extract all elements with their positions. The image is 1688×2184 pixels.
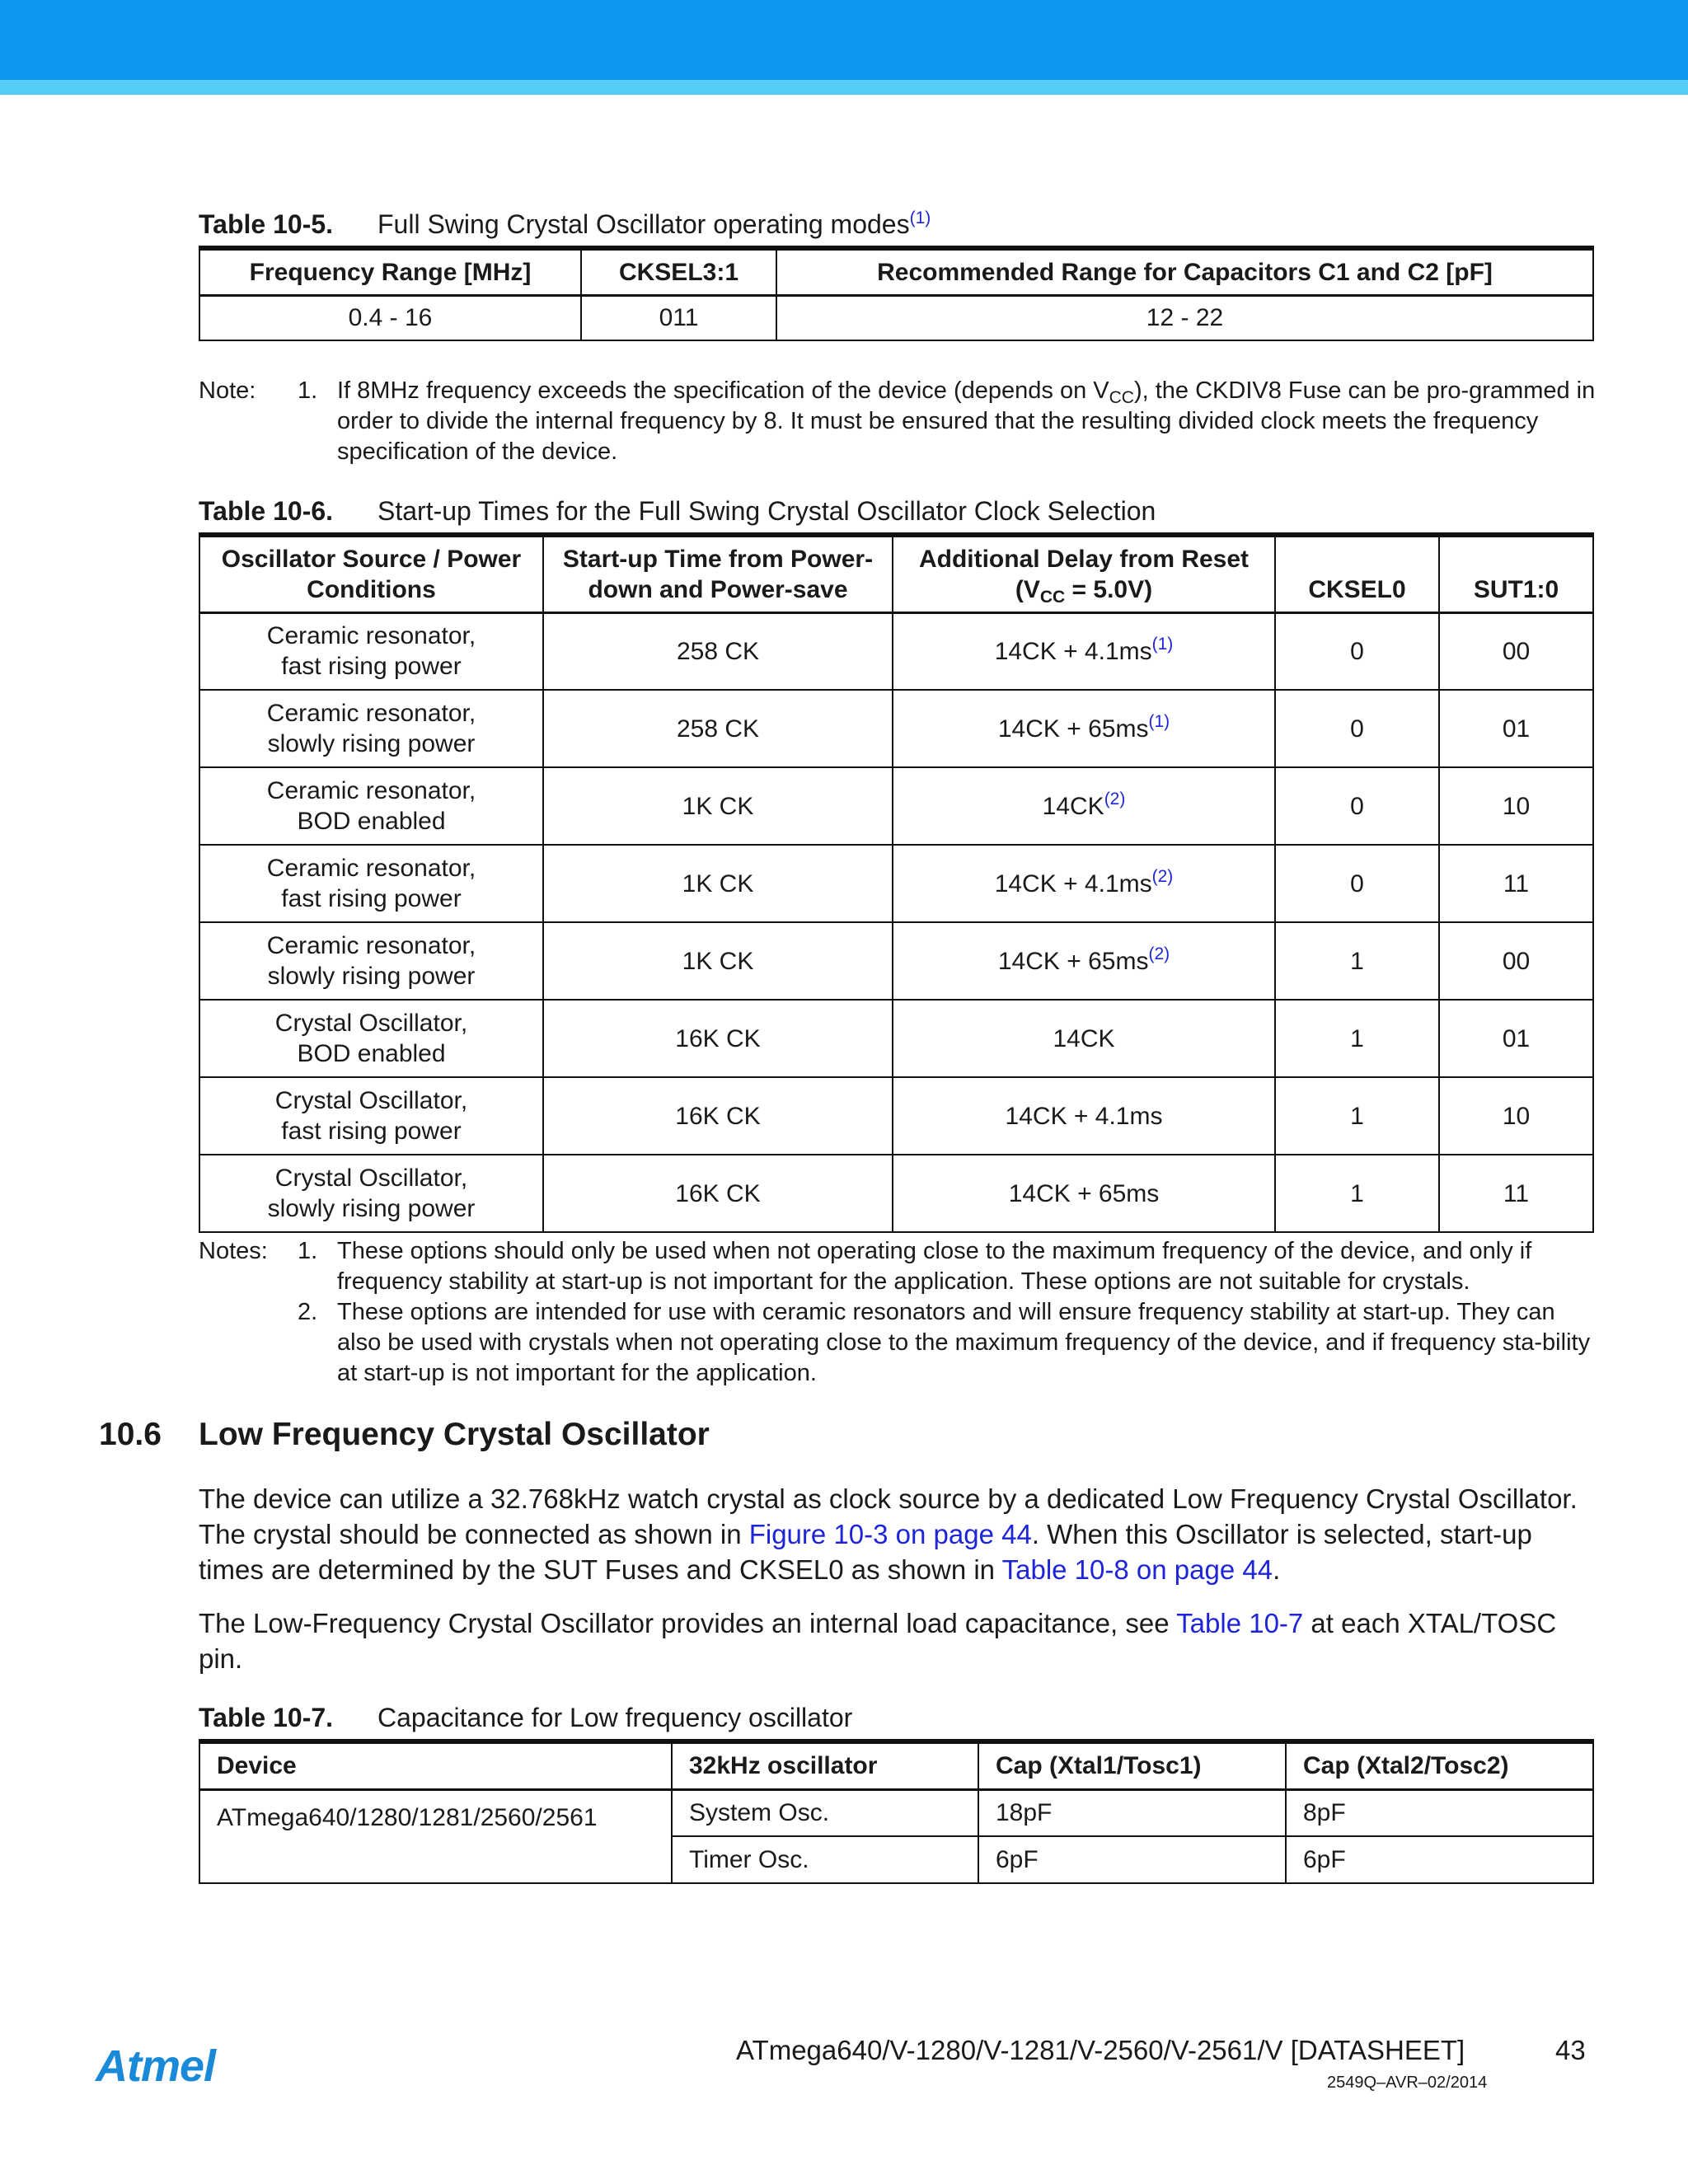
column-header: Oscillator Source / Power Conditions [199, 535, 543, 612]
table-cell: 6pF [978, 1836, 1286, 1883]
header-text-pre: Additional Delay from Reset (V [918, 545, 1250, 603]
column-header: CKSEL0 [1275, 535, 1439, 612]
table-row [199, 690, 1593, 767]
table-row [199, 922, 1593, 1000]
startup-cell: 258 CK [543, 612, 893, 690]
figure-link[interactable]: Figure 10-3 on page 44 [748, 1519, 1032, 1549]
cksel0-cell: 1 [1275, 922, 1439, 1000]
source-line-2: slowly rising power [267, 963, 476, 990]
source-cell [199, 1155, 543, 1232]
delay-text: 14CK [1053, 1024, 1115, 1052]
footnote-ref-link[interactable]: (1) [1148, 711, 1170, 731]
table-10-5-note [199, 376, 1600, 467]
paragraph-text: . When this Oscillator is selected, start-up times are determined by the SUT Fuses and CKSEL0 as shown in [199, 1519, 1532, 1585]
delay-text: 14CK [1042, 792, 1104, 820]
delay-cell [893, 1077, 1275, 1155]
table-cell: System Osc. [672, 1789, 978, 1836]
column-header [893, 535, 1275, 612]
table-10-6 [199, 532, 1594, 1233]
delay-text: 14CK + 4.1ms [994, 869, 1152, 898]
table-caption-text: Full Swing Crystal Oscillator operating modes [377, 209, 910, 239]
source-line-2: slowly rising power [267, 1195, 476, 1222]
table-row [199, 1000, 1593, 1077]
table-caption-text: Capacitance for Low frequency oscillator [377, 1703, 853, 1732]
startup-cell: 1K CK [543, 845, 893, 922]
note-subscript: CC [1109, 388, 1134, 407]
sut-cell: 11 [1439, 845, 1593, 922]
footnote-ref-link[interactable]: (1) [909, 209, 931, 227]
note-text-pre: If 8MHz frequency exceeds the specification of the device (depends on V [337, 377, 1109, 404]
delay-text: 14CK + 4.1ms [994, 637, 1152, 665]
cksel0-cell: 1 [1275, 1000, 1439, 1077]
sut-cell: 01 [1439, 1000, 1593, 1077]
footnote-ref-link[interactable]: (1) [1151, 634, 1174, 654]
startup-cell: 1K CK [543, 767, 893, 845]
table-row [199, 1077, 1593, 1155]
delay-text: 14CK + 65ms [1008, 1179, 1160, 1207]
source-line-1: Ceramic resonator, [266, 700, 476, 727]
column-header: Cap (Xtal2/Tosc2) [1286, 1741, 1593, 1789]
table-caption-number: Table 10-7. [199, 1703, 334, 1732]
footnote-ref-link[interactable]: (2) [1104, 789, 1126, 808]
note-text: These options should only be used when not operating close to the maximum frequency of the device, and only if frequency stability at start-up is not important for the application. These options are not suitable for crystals. [337, 1238, 1532, 1295]
sut-cell: 10 [1439, 1077, 1593, 1155]
column-header: Device [199, 1741, 672, 1789]
note-item [199, 1236, 1600, 1297]
table-10-5-caption [199, 208, 931, 241]
table-10-5 [199, 246, 1594, 341]
source-line-1: Crystal Oscillator, [274, 1087, 468, 1114]
cksel0-cell: 0 [1275, 612, 1439, 690]
source-line-2: fast rising power [281, 885, 462, 912]
delay-cell [893, 767, 1275, 845]
delay-cell [893, 1000, 1275, 1077]
column-header: Frequency Range [MHz] [199, 248, 581, 295]
table-row [199, 1789, 1593, 1836]
note-text: These options are intended for use with ceramic resonators and will ensure frequency stability at start-up. They can also be used with crystals when not operating close to the maximum frequency of the device, and if frequency sta-bility at start-up is not important for the application. [337, 1299, 1591, 1386]
source-cell [199, 690, 543, 767]
delay-text: 14CK + 65ms [997, 947, 1149, 975]
note-number: 2. [298, 1299, 318, 1325]
source-line-1: Crystal Oscillator, [274, 1165, 468, 1192]
cksel0-cell: 1 [1275, 1077, 1439, 1155]
table-cell: 0.4 - 16 [199, 295, 581, 340]
table-cell: 6pF [1286, 1836, 1593, 1883]
section-number: 10.6 [99, 1417, 162, 1452]
cksel0-cell: 0 [1275, 690, 1439, 767]
table-cell: 12 - 22 [776, 295, 1593, 340]
delay-cell [893, 690, 1275, 767]
sut-cell: 01 [1439, 690, 1593, 767]
table-10-6-notes [199, 1236, 1600, 1389]
header-strip [0, 80, 1688, 95]
startup-cell: 1K CK [543, 922, 893, 1000]
paragraph [199, 1481, 1600, 1587]
cksel0-cell: 0 [1275, 845, 1439, 922]
startup-cell: 258 CK [543, 690, 893, 767]
note-label: Note: [199, 377, 256, 404]
note-number: 1. [298, 1238, 318, 1264]
note-number: 1. [298, 377, 318, 404]
startup-cell: 16K CK [543, 1000, 893, 1077]
source-cell [199, 767, 543, 845]
source-line-2: fast rising power [281, 1118, 462, 1145]
delay-cell [893, 612, 1275, 690]
paragraph-text: The Low-Frequency Crystal Oscillator provides an internal load capacitance, see [199, 1608, 1177, 1638]
note-item [199, 376, 1600, 467]
source-line-2: fast rising power [281, 653, 462, 681]
table-cell: 011 [581, 295, 776, 340]
table-cell: Timer Osc. [672, 1836, 978, 1883]
source-cell [199, 922, 543, 1000]
column-header: 32kHz oscillator [672, 1741, 978, 1789]
source-line-1: Ceramic resonator, [266, 855, 476, 882]
source-cell [199, 1000, 543, 1077]
table-cell: 8pF [1286, 1789, 1593, 1836]
table-row [199, 845, 1593, 922]
source-cell [199, 845, 543, 922]
paragraph [199, 1605, 1600, 1676]
source-line-1: Ceramic resonator, [266, 932, 476, 959]
device-cell: ATmega640/1280/1281/2560/2561 [199, 1789, 672, 1883]
table-row [199, 612, 1593, 690]
table-caption-number: Table 10-5. [199, 209, 334, 239]
source-line-1: Crystal Oscillator, [274, 1010, 468, 1037]
table-caption-text: Start-up Times for the Full Swing Crystal Oscillator Clock Selection [377, 496, 1156, 526]
column-header: Cap (Xtal1/Tosc1) [978, 1741, 1286, 1789]
footnote-ref-link[interactable]: (2) [1148, 944, 1170, 963]
column-header: Start-up Time from Power-down and Power-save [543, 535, 893, 612]
delay-text: 14CK + 4.1ms [1005, 1102, 1163, 1130]
delay-text: 14CK + 65ms [997, 715, 1149, 743]
page-number: 43 [1555, 2035, 1586, 2065]
sut-cell: 00 [1439, 612, 1593, 690]
header-subscript: CC [1039, 587, 1066, 607]
footnote-ref-link[interactable]: (2) [1151, 866, 1174, 886]
table-link[interactable]: Table 10-7 [1176, 1608, 1304, 1638]
section-title: Low Frequency Crystal Oscillator [199, 1417, 710, 1452]
atmel-logo: Atmel [96, 2041, 216, 2091]
source-line-1: Ceramic resonator, [266, 622, 476, 650]
column-header: Recommended Range for Capacitors C1 and C2 [pF] [776, 248, 1593, 295]
startup-cell: 16K CK [543, 1077, 893, 1155]
paragraph-text: at each XTAL/TOSC pin. [199, 1608, 1557, 1674]
document-code: 2549Q–AVR–02/2014 [1327, 2074, 1488, 2092]
table-10-7-caption [199, 1701, 852, 1734]
cksel0-cell: 0 [1275, 767, 1439, 845]
note-text-post: ), the CKDIV8 Fuse can be pro-grammed in order to divide the internal frequency by 8. It must be ensured that the resulting divided clock meets the frequency specification of the device. [337, 377, 1596, 465]
header-bar [0, 0, 1688, 80]
delay-cell [893, 1155, 1275, 1232]
header-text-post: = 5.0V) [1065, 575, 1153, 603]
source-line-2: BOD enabled [297, 808, 446, 835]
note-item [199, 1297, 1600, 1389]
table-row [199, 767, 1593, 845]
column-header: SUT1:0 [1439, 535, 1593, 612]
table-10-7 [199, 1739, 1594, 1884]
sut-cell: 10 [1439, 767, 1593, 845]
table-cell: 18pF [978, 1789, 1286, 1836]
column-header: CKSEL3:1 [581, 248, 776, 295]
paragraph-text: . [1273, 1554, 1281, 1585]
source-cell [199, 1077, 543, 1155]
sut-cell: 00 [1439, 922, 1593, 1000]
paragraph-text: The device can utilize a 32.768kHz watch crystal as clock source by a dedicated Low Frequency Crystal Oscillator. The crystal should be connected as shown in [199, 1483, 1578, 1549]
startup-cell: 16K CK [543, 1155, 893, 1232]
table-10-6-caption [199, 494, 1156, 527]
sut-cell: 11 [1439, 1155, 1593, 1232]
source-line-2: BOD enabled [297, 1040, 446, 1067]
source-line-2: slowly rising power [267, 730, 476, 757]
footer-title: ATmega640/V-1280/V-1281/V-2560/V-2561/V [DATASHEET] [736, 2035, 1465, 2065]
delay-cell [893, 922, 1275, 1000]
table-row [199, 1155, 1593, 1232]
table-link[interactable]: Table 10-8 on page 44 [1001, 1554, 1273, 1585]
cksel0-cell: 1 [1275, 1155, 1439, 1232]
table-caption-number: Table 10-6. [199, 496, 334, 526]
notes-label: Notes: [199, 1238, 268, 1264]
delay-cell [893, 845, 1275, 922]
source-cell [199, 612, 543, 690]
table-row [199, 295, 1593, 340]
source-line-1: Ceramic resonator, [266, 777, 476, 804]
